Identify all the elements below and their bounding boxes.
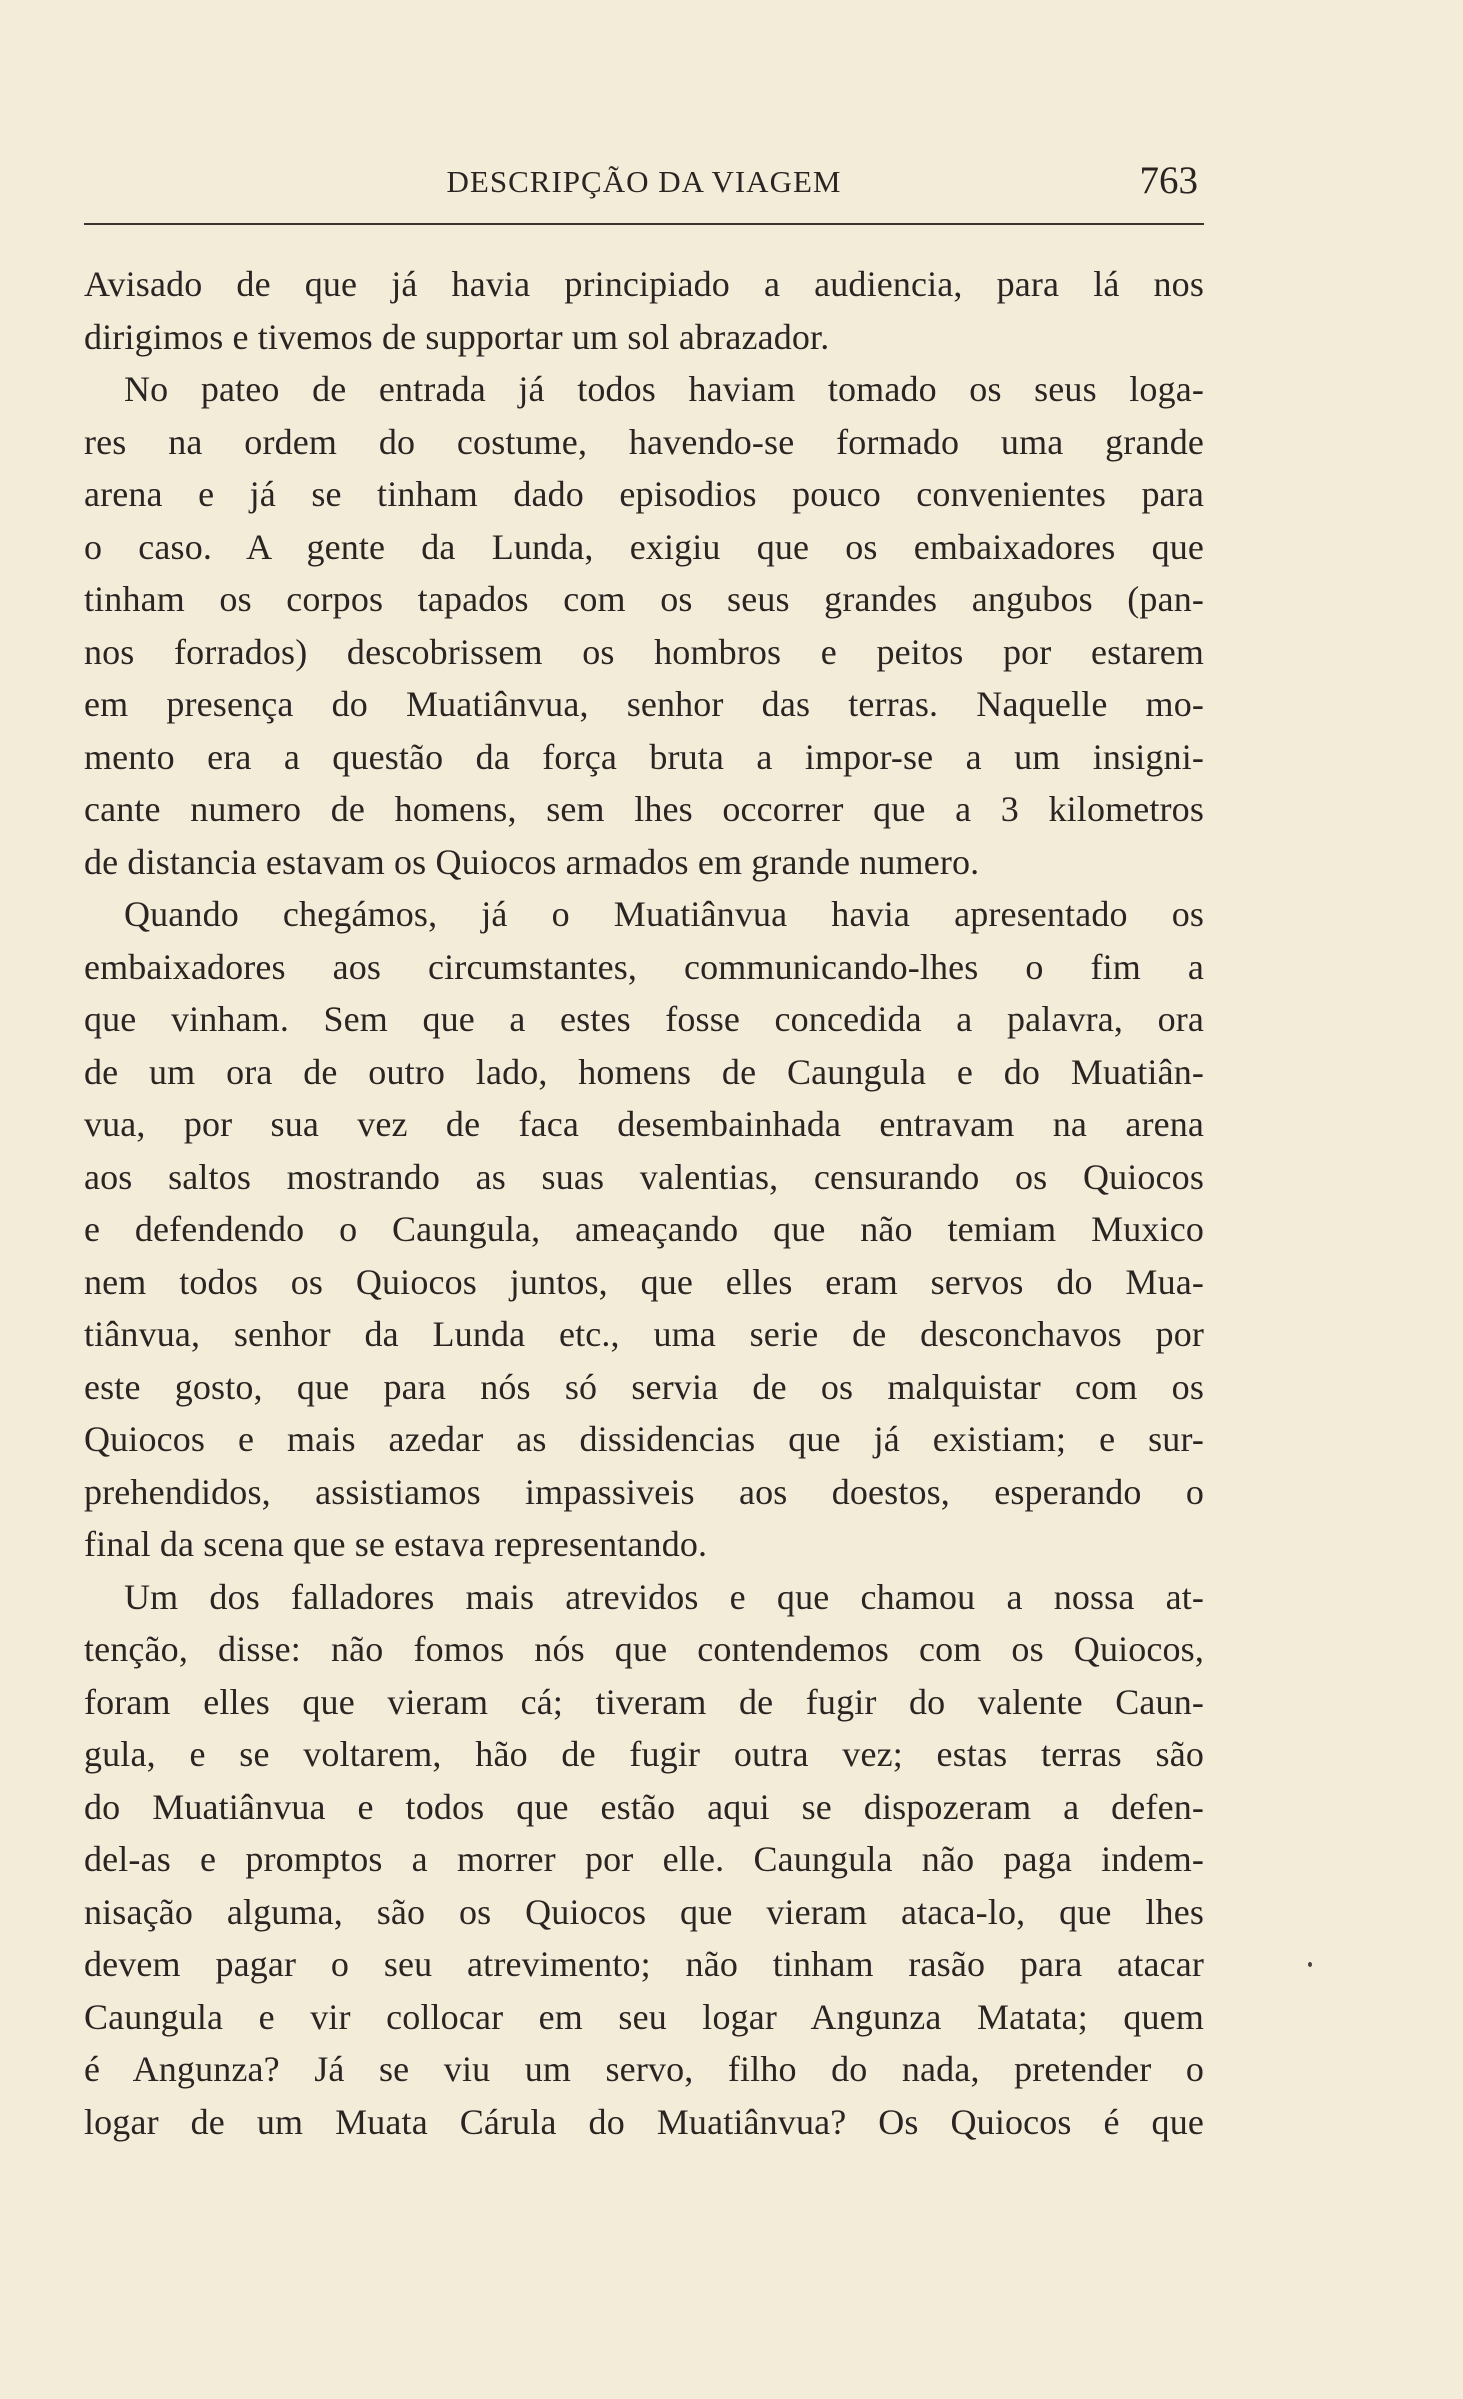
text-line: aos saltos mostrando as suas valentias, censurando os Quiocos: [84, 1156, 1204, 1197]
text-line: que vinham. Sem que a estes fosse concedida a palavra, ora: [84, 999, 1204, 1039]
ink-speck: [1308, 1962, 1312, 1967]
page-number: 763: [1139, 159, 1198, 202]
text-line: Quiocos e mais azedar as dissidencias que já existiam; e sur-: [84, 1419, 1204, 1459]
text-line: Quando chegámos, já o Muatiânvua havia apresentado os: [124, 894, 1204, 934]
text-line: Caungula e vir collocar em seu logar Angunza Matata; quem: [84, 1996, 1204, 2037]
text-line: vua, por sua vez de faca desembainhada entravam na arena: [84, 1104, 1204, 1144]
text-line: de distancia estavam os Quiocos armados em grande numero.: [84, 841, 980, 882]
text-line: e defendendo o Caungula, ameaçando que não temiam Muxico: [84, 1209, 1204, 1249]
text-line: de um ora de outro lado, homens de Caungula e do Muatiân-: [84, 1051, 1204, 1092]
text-line: logar de um Muata Cárula do Muatiânvua? Os Quiocos é que: [84, 2101, 1204, 2142]
text-line: é Angunza? Já se viu um servo, filho do nada, pretender o: [84, 2049, 1204, 2089]
text-line: cante numero de homens, sem lhes occorrer que a 3 kilometros: [84, 789, 1204, 829]
text-line: nisação alguma, são os Quiocos que vieram ataca-lo, que lhes: [84, 1891, 1204, 1932]
text-line: Um dos falladores mais atrevidos e que chamou a nossa at-: [124, 1576, 1204, 1617]
text-line: gula, e se voltarem, hão de fugir outra vez; estas terras são: [84, 1734, 1204, 1774]
running-head: [84, 158, 1204, 208]
text-line: do Muatiânvua e todos que estão aqui se dispozeram a defen-: [84, 1786, 1204, 1827]
text-line: res na ordem do costume, havendo-se formado uma grande: [84, 421, 1204, 462]
text-line: final da scena que se estava representando.: [84, 1524, 708, 1564]
text-line: nos forrados) descobrissem os hombros e peitos por estarem: [84, 631, 1204, 672]
text-line: mento era a questão da força bruta a impor-se a um insigni-: [84, 736, 1204, 777]
text-line: este gosto, que para nós só servia de os malquistar com os: [84, 1366, 1204, 1407]
text-line: embaixadores aos circumstantes, communicando-lhes o fim a: [84, 946, 1204, 987]
text-line: prehendidos, assistiamos impassiveis aos doestos, esperando o: [84, 1471, 1204, 1512]
text-line: devem pagar o seu atrevimento; não tinham rasão para atacar: [84, 1944, 1204, 1984]
text-line: nem todos os Quiocos juntos, que elles eram servos do Mua-: [84, 1261, 1204, 1302]
body-text: [84, 258, 1204, 2148]
text-line: arena e já se tinham dado episodios pouco convenientes para: [84, 474, 1204, 514]
header-rule: [84, 223, 1204, 225]
text-line: tinham os corpos tapados com os seus grandes angubos (pan-: [84, 579, 1204, 619]
text-line: No pateo de entrada já todos haviam tomado os seus loga-: [124, 369, 1204, 409]
text-line: o caso. A gente da Lunda, exigiu que os embaixadores que: [84, 526, 1204, 567]
text-line: Avisado de que já havia principiado a audiencia, para lá nos: [84, 264, 1204, 304]
text-line: del-as e promptos a morrer por elle. Caungula não paga indem-: [84, 1839, 1204, 1879]
text-line: tenção, disse: não fomos nós que contendemos com os Quiocos,: [84, 1629, 1204, 1669]
text-line: dirigimos e tivemos de supportar um sol abrazador.: [84, 316, 830, 357]
text-line: tiânvua, senhor da Lunda etc., uma serie de desconchavos por: [84, 1314, 1204, 1354]
running-title: DESCRIPÇÃO DA VIAGEM: [446, 164, 842, 199]
text-line: foram elles que vieram cá; tiveram de fugir do valente Caun-: [84, 1681, 1204, 1722]
text-line: em presença do Muatiânvua, senhor das terras. Naquelle mo-: [84, 684, 1204, 724]
